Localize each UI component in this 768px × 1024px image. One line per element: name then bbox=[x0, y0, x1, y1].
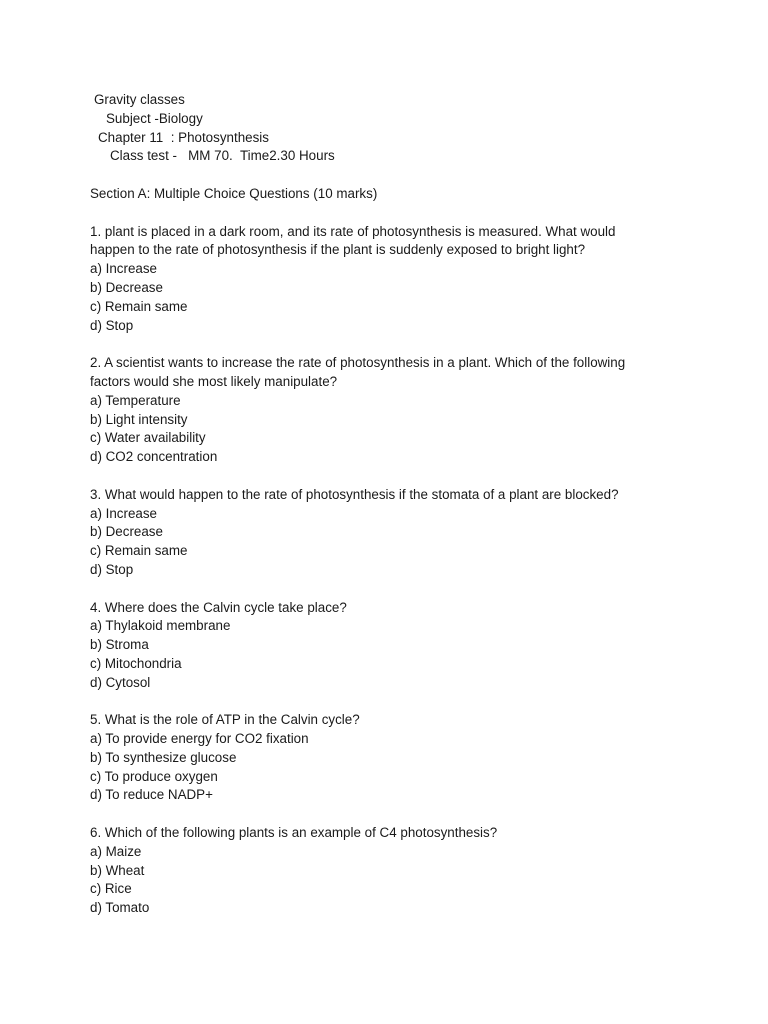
spacer bbox=[90, 693, 690, 712]
question-4 bbox=[90, 599, 690, 693]
institute-name: Gravity classes bbox=[94, 92, 185, 107]
option-a: a) Temperature bbox=[90, 392, 181, 408]
option-b: b) Light intensity bbox=[90, 411, 188, 427]
option-d: d) Stop bbox=[90, 561, 134, 577]
option-d: d) Tomato bbox=[90, 900, 150, 916]
spacer bbox=[90, 204, 690, 223]
option-a: a) Thylakoid membrane bbox=[90, 618, 231, 634]
option-c: c) Rice bbox=[90, 881, 132, 897]
question-1 bbox=[90, 223, 690, 336]
spacer bbox=[90, 335, 690, 354]
option-c: c) Remain same bbox=[90, 543, 188, 559]
question-text: 6. Which of the following plants is an example of C4 photosynthesis? bbox=[90, 825, 498, 841]
question-text-cont: happen to the rate of photosynthesis if the plant is suddenly exposed to bright light? bbox=[90, 242, 586, 258]
question-3 bbox=[90, 486, 690, 580]
question-text: 5. What is the role of ATP in the Calvin cycle? bbox=[90, 712, 360, 728]
question-text: 3. What would happen to the rate of photosynthesis if the stomata of a plant are blocked? bbox=[90, 486, 619, 502]
question-2 bbox=[90, 354, 690, 467]
option-a: a) Maize bbox=[90, 843, 142, 859]
question-text: 4. Where does the Calvin cycle take place? bbox=[90, 599, 347, 615]
option-d: d) Stop bbox=[90, 317, 134, 333]
question-text: 2. A scientist wants to increase the rate of photosynthesis in a plant. Which of the following bbox=[90, 355, 626, 371]
spacer bbox=[90, 580, 690, 599]
option-c: c) Water availability bbox=[90, 430, 206, 446]
document-body bbox=[90, 91, 690, 918]
chapter-line: Chapter 11 : Photosynthesis bbox=[98, 129, 269, 145]
subject-line: Subject -Biology bbox=[106, 110, 203, 126]
test-info-line: Class test - MM 70. Time2.30 Hours bbox=[110, 148, 335, 164]
question-text: 1. plant is placed in a dark room, and its rate of photosynthesis is measured. What would bbox=[90, 223, 616, 239]
option-b: b) Decrease bbox=[90, 524, 163, 540]
option-d: d) Cytosol bbox=[90, 674, 151, 690]
question-text-cont: factors would she most likely manipulate? bbox=[90, 373, 338, 389]
question-5 bbox=[90, 711, 690, 805]
option-c: c) Mitochondria bbox=[90, 655, 182, 671]
spacer bbox=[90, 467, 690, 486]
option-d: d) CO2 concentration bbox=[90, 449, 218, 465]
question-6 bbox=[90, 824, 690, 918]
option-b: b) Stroma bbox=[90, 637, 149, 653]
option-b: b) Decrease bbox=[90, 279, 163, 295]
option-a: a) Increase bbox=[90, 505, 157, 521]
option-a: a) Increase bbox=[90, 261, 157, 277]
option-d: d) To reduce NADP+ bbox=[90, 787, 213, 803]
spacer bbox=[90, 805, 690, 824]
spacer bbox=[90, 166, 690, 185]
option-b: b) Wheat bbox=[90, 862, 145, 878]
option-c: c) Remain same bbox=[90, 298, 188, 314]
option-c: c) To produce oxygen bbox=[90, 768, 218, 784]
section-title: Section A: Multiple Choice Questions (10 marks) bbox=[90, 185, 378, 201]
option-b: b) To synthesize glucose bbox=[90, 749, 237, 765]
option-a: a) To provide energy for CO2 fixation bbox=[90, 731, 309, 747]
